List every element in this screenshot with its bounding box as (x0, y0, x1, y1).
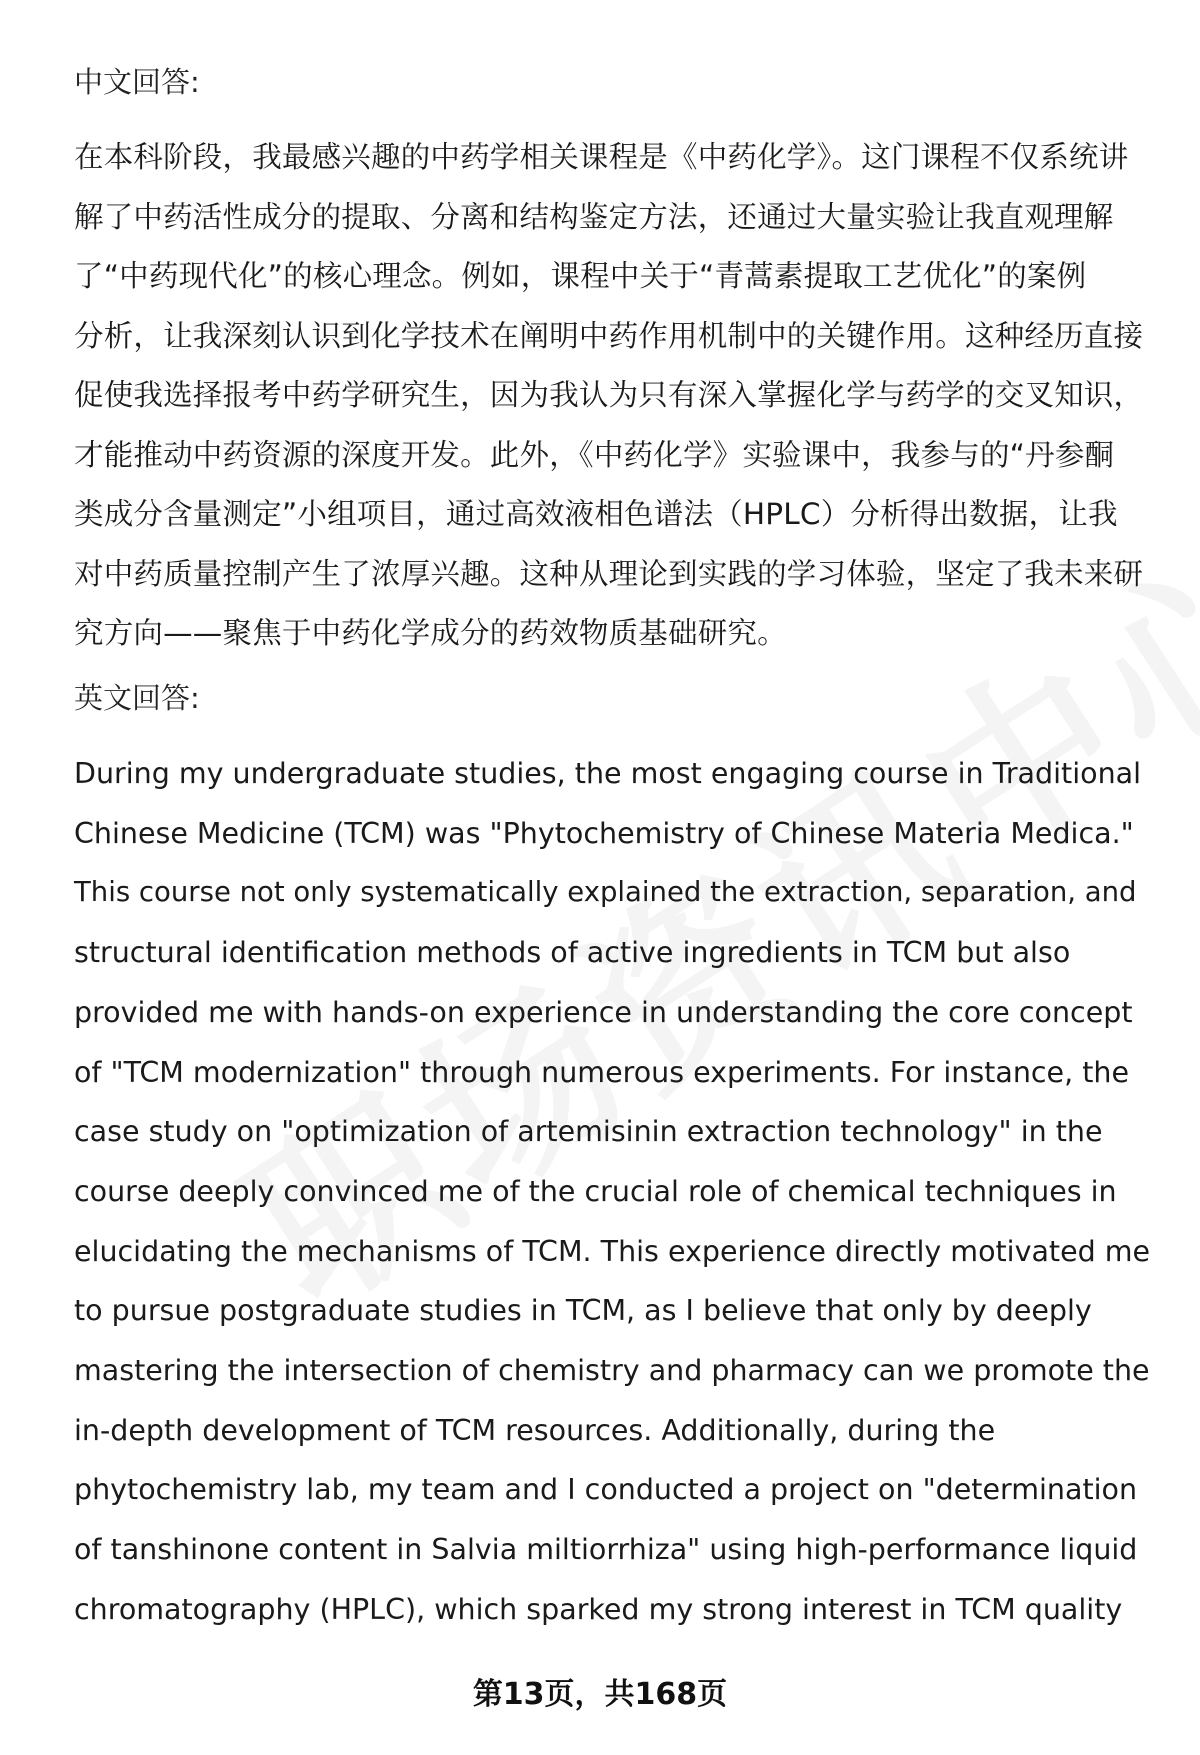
chinese-answer-paragraph (74, 128, 1154, 664)
paragraph-line: of tanshinone content in Salvia miltiorrhiza" using high-performance liquid (74, 1533, 1138, 1567)
paragraph-line: mastering the intersection of chemistry and pharmacy can we promote the (74, 1354, 1150, 1388)
paragraph-line: 解了中药活性成分的提取、分离和结构鉴定方法，还通过大量实验让我直观理解 (74, 199, 1114, 234)
paragraph-line: 类成分含量测定”小组项目，通过高效液相色谱法（HPLC）分析得出数据，让我 (74, 497, 1118, 531)
paragraph-line: 促使我选择报考中药学研究生，因为我认为只有深入掌握化学与药学的交叉知识， (74, 378, 1144, 412)
paragraph-line: to pursue postgraduate studies in TCM, as I believe that only by deeply (74, 1294, 1092, 1328)
paragraph-line: Chinese Medicine (TCM) was "Phytochemistry of Chinese Materia Medica." (74, 816, 1134, 850)
paragraph-line: structural identification methods of active ingredients in TCM but also (74, 936, 1071, 970)
paragraph-line: During my undergraduate studies, the most engaging course in Traditional (74, 757, 1142, 790)
english-answer-label: 英文回答: (74, 681, 200, 715)
paragraph-line: 对中药质量控制产生了浓厚兴趣。这种从理论到实践的学习体验，坚定了我未来研 (74, 556, 1144, 591)
paragraph-line: 在本科阶段，我最感兴趣的中药学相关课程是《中药化学》。这门课程不仅系统讲 (74, 140, 1129, 174)
paragraph-line: case study on "optimization of artemisinin extraction technology" in the (74, 1115, 1103, 1149)
paragraph-line: provided me with hands-on experience in understanding the core concept (74, 995, 1133, 1029)
page-number-footer: 第13页，共168页 (472, 1677, 728, 1712)
paragraph-line: This course not only systematically explained the extraction, separation, and (74, 876, 1137, 909)
paragraph-line: 分析，让我深刻认识到化学技术在阐明中药作用机制中的关键作用。这种经历直接 (74, 318, 1144, 353)
paragraph-line: 才能推动中药资源的深度开发。此外，《中药化学》实验课中，我参与的“丹参酮 (74, 437, 1115, 472)
paragraph-line: 究方向——聚焦于中药化学成分的药效物质基础研究。 (74, 616, 787, 650)
paragraph-line: phytochemistry lab, my team and I conducted a project on "determination (74, 1473, 1138, 1507)
paragraph-line: elucidating the mechanisms of TCM. This experience directly motivated me (74, 1234, 1151, 1268)
paragraph-line: of "TCM modernization" through numerous experiments. For instance, the (74, 1055, 1129, 1089)
paragraph-line: course deeply convinced me of the crucial role of chemical techniques in (74, 1174, 1117, 1208)
chinese-answer-label: 中文回答: (74, 65, 200, 99)
paragraph-line: in-depth development of TCM resources. Additionally, during the (74, 1413, 996, 1447)
paragraph-line: chromatography (HPLC), which sparked my strong interest in TCM quality (74, 1592, 1123, 1626)
paragraph-line: 了“中药现代化”的核心理念。例如，课程中关于“青蒿素提取工艺优化”的案例 (74, 259, 1087, 293)
english-answer-paragraph (74, 744, 1154, 1640)
